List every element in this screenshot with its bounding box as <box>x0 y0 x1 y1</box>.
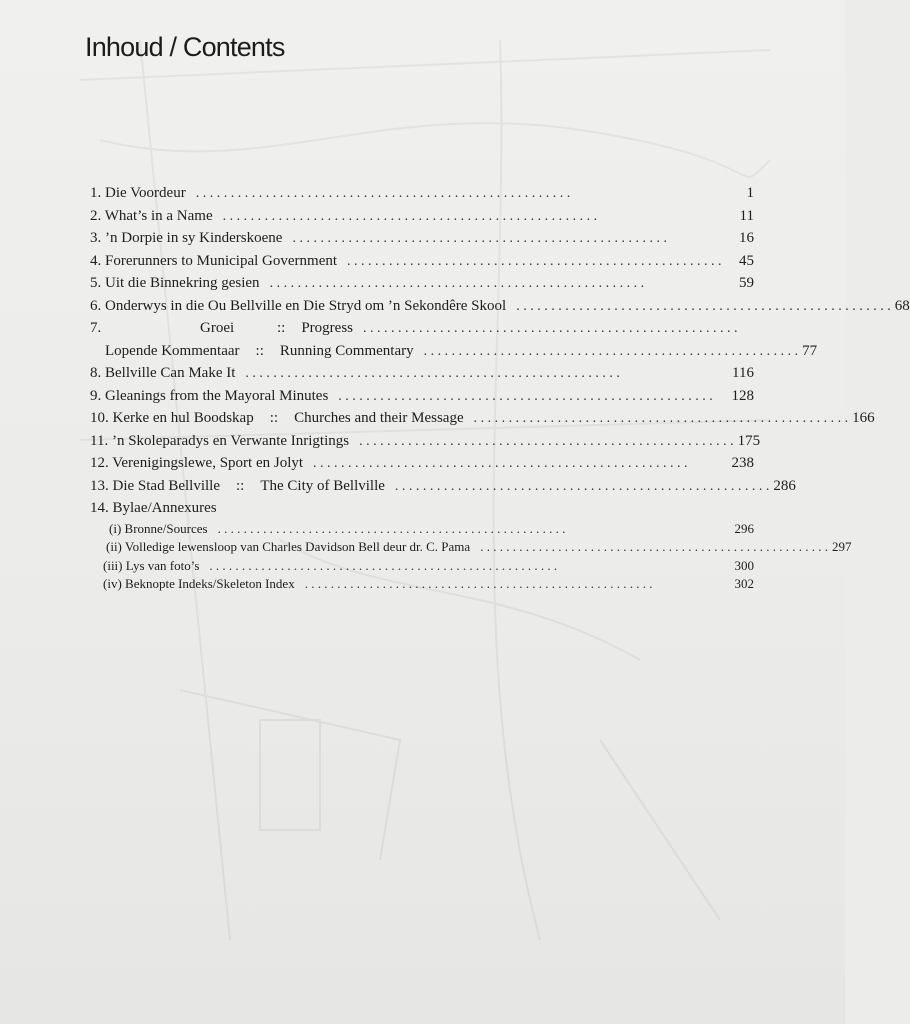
toc-entry-english: Running Commentary <box>279 342 414 359</box>
toc-entry <box>90 475 796 498</box>
dot-leader: . . . . . . . . . . . . . . . . . . . . . . . . . . . . . . . . . . . . . . . . . . . . . . . . . . . . . . <box>363 321 738 336</box>
annexure-label: (ii) Volledige lewensloop van Charles Davidson Bell deur dr. C. Pama <box>106 539 471 554</box>
toc-entry-label: 12. Verenigingslewe, Sport en Jolyt <box>90 455 304 471</box>
toc-page-number: 296 <box>734 520 754 536</box>
toc-entry-english: The City of Bellville <box>260 477 385 494</box>
toc-page-number: 300 <box>734 557 754 573</box>
dot-leader: . . . . . . . . . . . . . . . . . . . . . . . . . . . . . . . . . . . . . . . . . . . . . . . . . . . . . . <box>480 539 828 554</box>
dot-leader: . . . . . . . . . . . . . . . . . . . . . . . . . . . . . . . . . . . . . . . . . . . . . . . . . . . . . . <box>222 208 598 224</box>
toc-page-number: 128 <box>731 387 754 404</box>
toc-entry <box>90 452 754 475</box>
toc-page-number: 11 <box>739 207 754 224</box>
toc-entry-number: 7. <box>90 320 102 336</box>
toc-entry-label <box>105 340 414 363</box>
toc-entry <box>90 362 754 385</box>
toc-entry-label: 8. Bellville Can Make It <box>90 365 236 381</box>
toc-entry-label: 1. Die Voordeur <box>90 185 186 201</box>
bilingual-separator: :: <box>269 410 279 426</box>
dot-leader: . . . . . . . . . . . . . . . . . . . . . . . . . . . . . . . . . . . . . . . . . . . . . . . . . . . . . . <box>423 343 799 359</box>
annexure-entry <box>90 575 754 594</box>
toc-entry <box>90 182 754 205</box>
toc-entry <box>90 497 754 520</box>
toc-entry-7-line-2 <box>90 340 818 363</box>
bilingual-separator: :: <box>235 477 245 494</box>
toc-entry <box>90 385 754 408</box>
toc-page-number: 59 <box>739 275 754 291</box>
annexure-label: (iv) Beknopte Indeks/Skeleton Index <box>103 576 295 591</box>
dot-leader: . . . . . . . . . . . . . . . . . . . . . . . . . . . . . . . . . . . . . . . . . . . . . . . . . . . . . . <box>473 411 849 426</box>
toc-entry-label: 4. Forerunners to Municipal Government <box>90 252 338 269</box>
toc-entry <box>90 250 754 273</box>
toc-entry-label: 3. ’n Dorpie in sy Kinderskoene <box>90 230 283 246</box>
toc-entry-label <box>90 407 464 430</box>
table-of-contents <box>90 182 910 594</box>
dot-leader: . . . . . . . . . . . . . . . . . . . . . . . . . . . . . . . . . . . . . . . . . . . . . . . . . . . . . . <box>245 366 620 381</box>
toc-page-number: 166 <box>852 410 875 426</box>
toc-entry-label: 11. ’n Skoleparadys en Verwante Inrigtings <box>90 432 350 449</box>
toc-page-number: 77 <box>802 342 818 359</box>
dot-leader: . . . . . . . . . . . . . . . . . . . . . . . . . . . . . . . . . . . . . . . . . . . . . . . . . . . . . . <box>394 478 770 494</box>
toc-entry <box>90 227 754 250</box>
toc-entry-label: 9. Gleanings from the Mayoral Minutes <box>90 387 329 404</box>
toc-entry-label: 2. What’s in a Name <box>90 207 213 224</box>
annexure-entry <box>90 520 754 539</box>
toc-page-number: 68 <box>894 297 910 314</box>
dot-leader: . . . . . . . . . . . . . . . . . . . . . . . . . . . . . . . . . . . . . . . . . . . . . . . . . . . . . . <box>359 433 734 449</box>
toc-entry-label: 6. Onderwys in die Ou Bellville en Die Stryd om ’n Sekondêre Skool <box>90 297 507 314</box>
dot-leader: . . . . . . . . . . . . . . . . . . . . . . . . . . . . . . . . . . . . . . . . . . . . . . . . . . . . . . <box>516 298 891 314</box>
dot-leader: . . . . . . . . . . . . . . . . . . . . . . . . . . . . . . . . . . . . . . . . . . . . . . . . . . . . . . <box>347 253 722 269</box>
toc-page-number: 238 <box>731 455 754 471</box>
toc-page-number: 302 <box>734 576 754 591</box>
toc-page-number: 45 <box>739 252 754 269</box>
toc-entry-label <box>90 317 353 340</box>
toc-entry-afrikaans: 10. Kerke en hul Boodskap <box>90 410 254 426</box>
dot-leader: . . . . . . . . . . . . . . . . . . . . . . . . . . . . . . . . . . . . . . . . . . . . . . . . . . . . . . <box>304 576 653 591</box>
toc-entry-afrikaans: Lopende Kommentaar <box>105 342 240 359</box>
toc-entry <box>90 205 754 228</box>
page-title: Inhoud / Contents <box>85 32 285 62</box>
dot-leader: . . . . . . . . . . . . . . . . . . . . . . . . . . . . . . . . . . . . . . . . . . . . . . . . . . . . . . <box>338 388 713 404</box>
toc-page-number: 116 <box>732 365 754 381</box>
dot-leader: . . . . . . . . . . . . . . . . . . . . . . . . . . . . . . . . . . . . . . . . . . . . . . . . . . . . . . <box>269 276 645 291</box>
toc-page-number: 297 <box>831 539 852 554</box>
bilingual-separator: :: <box>277 320 286 336</box>
dot-leader: . . . . . . . . . . . . . . . . . . . . . . . . . . . . . . . . . . . . . . . . . . . . . . . . . . . . . . <box>313 456 688 471</box>
toc-page-number: 286 <box>773 477 796 494</box>
annexure-entry <box>90 557 754 576</box>
toc-entry-7-line-1 <box>90 317 754 340</box>
toc-entry <box>90 430 761 453</box>
bilingual-separator: :: <box>255 342 264 359</box>
annexure-entry <box>90 538 852 557</box>
toc-page-number: 175 <box>737 432 761 449</box>
toc-entry-label <box>90 475 385 498</box>
toc-entry-afrikaans: 13. Die Stad Bellville <box>90 477 220 494</box>
toc-entry-english: Progress <box>301 320 354 336</box>
annexure-label: (i) Bronne/Sources <box>109 520 208 536</box>
toc-page-number: 1 <box>746 185 754 201</box>
dot-leader: . . . . . . . . . . . . . . . . . . . . . . . . . . . . . . . . . . . . . . . . . . . . . . . . . . . . . . <box>209 557 558 573</box>
dot-leader: . . . . . . . . . . . . . . . . . . . . . . . . . . . . . . . . . . . . . . . . . . . . . . . . . . . . . . <box>217 520 566 536</box>
toc-entry-afrikaans: Groei <box>200 320 235 336</box>
toc-entry <box>90 295 910 318</box>
toc-page-number: 16 <box>739 230 754 246</box>
toc-entry <box>90 407 875 430</box>
annexure-label: (iii) Lys van foto’s <box>103 557 200 573</box>
toc-entry-label: 14. Bylae/Annexures <box>90 500 217 516</box>
dot-leader: . . . . . . . . . . . . . . . . . . . . . . . . . . . . . . . . . . . . . . . . . . . . . . . . . . . . . . <box>292 231 667 246</box>
toc-entry-label: 5. Uit die Binnekring gesien <box>90 275 260 291</box>
toc-entry-english: Churches and their Message <box>294 410 464 426</box>
dot-leader: . . . . . . . . . . . . . . . . . . . . . . . . . . . . . . . . . . . . . . . . . . . . . . . . . . . . . . <box>195 186 571 201</box>
toc-entry <box>90 272 754 295</box>
